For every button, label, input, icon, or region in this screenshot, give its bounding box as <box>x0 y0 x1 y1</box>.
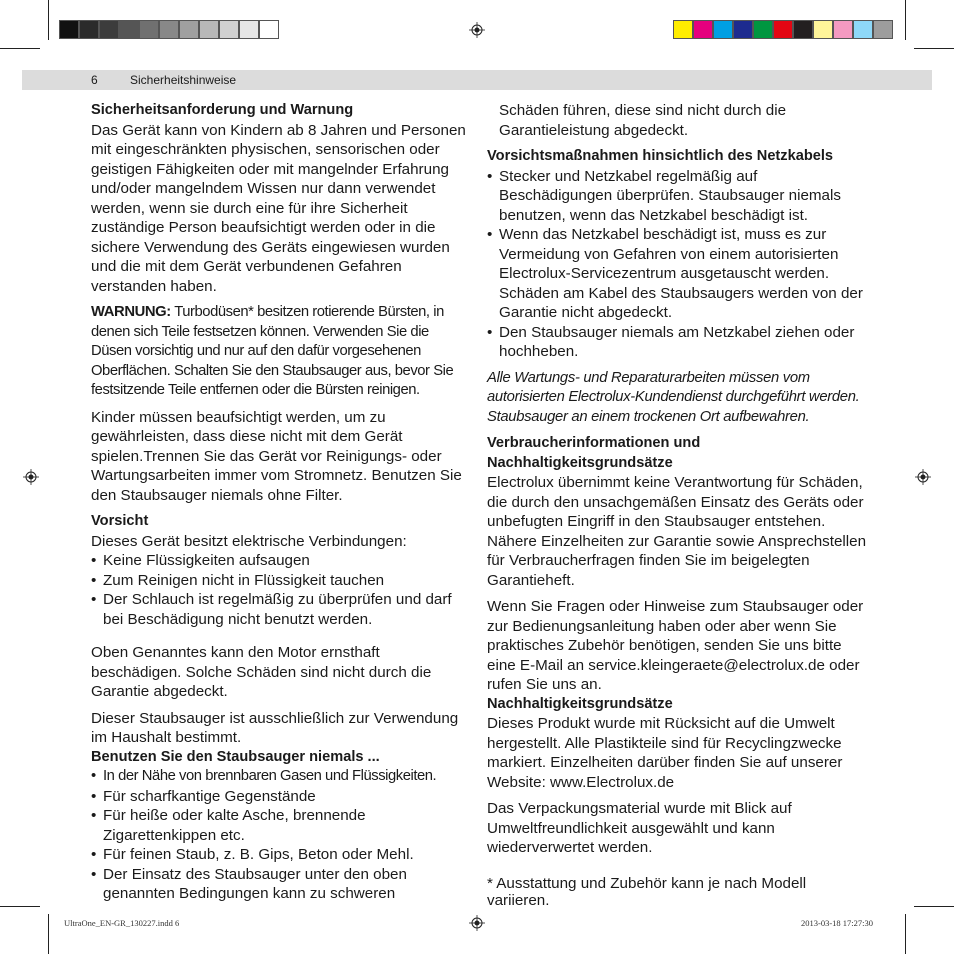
paragraph-contact: Wenn Sie Fragen oder Hinweise zum Staubsauger oder zur Bedienungsanleitung haben oder aber wenn Sie praktisches Zubehör benötigen, senden Sie uns bitte eine E-Mail an service.kleingeraete@electrolux.de oder rufen Sie uns an. <box>487 598 864 693</box>
color-swatch <box>773 20 793 39</box>
color-swatch <box>219 20 239 39</box>
color-swatch <box>693 20 713 39</box>
color-swatch <box>179 20 199 39</box>
footer-file-slug: UltraOne_EN-GR_130227.indd 6 <box>64 918 180 928</box>
registration-mark-icon <box>469 915 485 931</box>
color-swatch <box>793 20 813 39</box>
color-swatch <box>853 20 873 39</box>
color-swatch <box>159 20 179 39</box>
paragraph-service-note: Alle Wartungs- und Reparaturarbeiten müssen vom autorisierten Electrolux-Kundendienst durchgeführt werden. Staubsauger an einem trockenen Ort aufbewahren. <box>487 369 860 425</box>
color-swatch <box>199 20 219 39</box>
heading-safety-warning: Sicherheitsanforderung und Warnung <box>91 102 354 118</box>
heading-consumer-info: Verbraucherinformationen und Nachhaltigkeitsgrundsätze <box>487 435 701 471</box>
right-column <box>487 101 867 909</box>
warning-paragraph <box>91 303 467 401</box>
section-title: Sicherheitshinweise <box>130 73 237 87</box>
crop-mark <box>0 48 40 49</box>
crop-mark <box>914 906 954 907</box>
color-swatch <box>119 20 139 39</box>
crop-mark <box>905 914 906 954</box>
heading-power-cable: Vorsichtsmaßnahmen hinsichtlich des Netzkabels <box>487 148 834 164</box>
color-swatch <box>79 20 99 39</box>
paragraph-continued: Schäden führen, diese sind nicht durch die Garantieleistung abgedeckt. <box>499 102 787 139</box>
process-color-bar <box>673 20 893 39</box>
registration-mark-icon <box>915 469 931 485</box>
color-swatch <box>59 20 79 39</box>
footer-timestamp: 2013-03-18 17:27:30 <box>801 918 874 928</box>
caution-list <box>91 551 467 629</box>
grayscale-color-bar <box>59 20 279 39</box>
heading-never-use: Benutzen Sie den Staubsauger niemals ... <box>91 748 380 765</box>
list-item: • Der Einsatz des Staubsauger unter den oben genannten Bedingungen kann zu schweren <box>91 865 467 904</box>
paragraph-packaging: Das Verpackungsmaterial wurde mit Blick auf Umweltfreundlichkeit ausgewählt und kann wiederverwertet werden. <box>487 800 792 856</box>
paragraph-children-usage: Das Gerät kann von Kindern ab 8 Jahren und Personen mit eingeschränkten physischen, sensorischen oder geistigen Fähigkeiten oder mit mangelnder Erfahrung und/oder mangelndem Wissen nur dann verwendet werden, wenn sie durch eine für ihre Sicherheit zuständige Person beaufsichtigt werden oder in die sichere Verwendung des Geräts eingewiesen wurden und die mit dem Gerät verbundenen Gefahren verstanden haben. <box>91 121 466 295</box>
paragraph-recycling: Dieses Produkt wurde mit Rücksicht auf die Umwelt hergestellt. Alle Plastikteile sind für Recyclingzwecke markiert. Einzelheiten darüber finden Sie auf unserer Website: www.Electrolux.de <box>487 715 843 791</box>
paragraph-motor-damage: Oben Genanntes kann den Motor ernsthaft beschädigen. Solche Schäden sind nicht durch die Garantie abgedeckt. <box>91 644 432 700</box>
registration-mark-icon <box>469 22 485 38</box>
paragraph-household-use: Dieser Staubsauger ist ausschließlich zur Verwendung im Haushalt bestimmt. <box>91 709 459 746</box>
left-column <box>91 101 467 911</box>
crop-mark <box>914 48 954 49</box>
heading-sustainability: Nachhaltigkeitsgrundsätze <box>487 695 673 712</box>
crop-mark <box>0 906 40 907</box>
list-item: • Für scharfkantige Gegenstände <box>91 787 467 807</box>
crop-mark <box>48 914 49 954</box>
power-cable-list <box>487 167 867 362</box>
color-swatch <box>753 20 773 39</box>
color-swatch <box>813 20 833 39</box>
list-item: • Den Staubsauger niemals am Netzkabel ziehen oder hochheben. <box>487 323 867 362</box>
color-swatch <box>139 20 159 39</box>
list-item: • Für feinen Staub, z. B. Gips, Beton oder Mehl. <box>91 845 467 865</box>
list-item: • Für heiße oder kalte Asche, brennende Zigarettenkippen etc. <box>91 806 467 845</box>
page-number: 6 <box>91 73 98 87</box>
heading-caution: Vorsicht <box>91 513 149 529</box>
paragraph-electrical: Dieses Gerät besitzt elektrische Verbindungen: <box>91 532 407 550</box>
list-item: • Stecker und Netzkabel regelmäßig auf Beschädigungen überprüfen. Staubsauger niemals benutzen, wenn das Netzkabel beschädigt ist. <box>487 167 867 226</box>
list-item: • Der Schlauch ist regelmäßig zu überprüfen und darf bei Beschädigung nicht benutzt werden. <box>91 590 467 629</box>
color-swatch <box>833 20 853 39</box>
list-item: • Wenn das Netzkabel beschädigt ist, muss es zur Vermeidung von Gefahren von einem autorisierten Electrolux-Servicezentrum ausgetauscht werden. Schäden am Kabel des Staubsaugers werden von der Garantie nicht abgedeckt. <box>487 225 867 323</box>
crop-mark <box>48 0 49 40</box>
list-item: • In der Nähe von brennbaren Gasen und Flüssigkeiten. <box>91 767 467 787</box>
paragraph-liability: Electrolux übernimmt keine Verantwortung für Schäden, die durch den unsachgemäßen Einsatz des Geräts oder unbefugten Eingriff in den Staubsauger entstehen. Nähere Einzelheiten zur Garantie sowie Ansprechstellen für Verbraucherfragen finden Sie im beigelegten Garantieheft. <box>487 474 867 589</box>
color-swatch <box>713 20 733 39</box>
warning-text: Turbodüsen* besitzen rotierende Bürsten, in denen sich Teile festsetzen können. Verwenden Sie die Düsen vorsichtig und nur auf den dafür vorgesehenen Oberflächen. Schalten Sie den Staubsauger aus, bevor Sie festsitzende Teile entfernen oder die Bürsten reinigen. <box>91 304 454 398</box>
page-header <box>22 70 932 90</box>
color-swatch <box>733 20 753 39</box>
color-swatch <box>239 20 259 39</box>
crop-mark <box>905 0 906 40</box>
list-item: • Zum Reinigen nicht in Flüssigkeit tauchen <box>91 571 467 591</box>
registration-mark-icon <box>23 469 39 485</box>
paragraph-supervision: Kinder müssen beaufsichtigt werden, um zu gewährleisten, dass diese nicht mit dem Gerät spielen.Trennen Sie das Gerät vor Reinigungs- oder Wartungsarbeiten immer vom Stromnetz. Benutzen Sie den Staubsauger niemals ohne Filter. <box>91 408 462 504</box>
color-swatch <box>99 20 119 39</box>
list-item: • Keine Flüssigkeiten aufsaugen <box>91 551 467 571</box>
color-swatch <box>873 20 893 39</box>
never-use-list <box>91 767 467 904</box>
warning-label: WARNUNG: <box>91 304 171 320</box>
footnote: * Ausstattung und Zubehör kann je nach Modell variieren. <box>487 874 807 909</box>
color-swatch <box>259 20 279 39</box>
color-swatch <box>673 20 693 39</box>
